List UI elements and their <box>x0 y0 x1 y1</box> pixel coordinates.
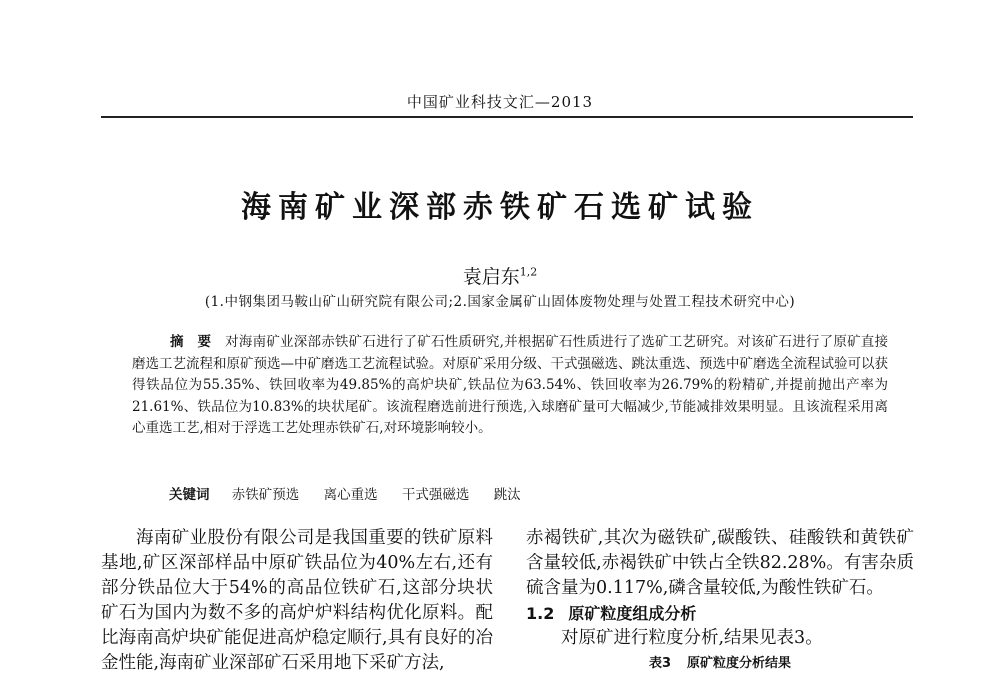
affiliation: (1.中钢集团马鞍山矿山研究院有限公司;2.国家金属矿山固体废物处理与处置工程技术研究中心) <box>204 294 796 310</box>
author-line <box>0 262 1000 289</box>
table-number: 表3 <box>648 656 672 671</box>
section-heading <box>526 601 914 626</box>
table-caption <box>526 651 914 676</box>
header-rule <box>101 116 913 118</box>
abstract-label: 摘 要 <box>170 334 212 350</box>
keywords-label: 关键词 <box>169 487 210 503</box>
keyword: 赤铁矿预选 <box>231 487 300 503</box>
author-superscript: 1,2 <box>519 265 538 279</box>
table-title: 原矿粒度分析结果 <box>687 656 792 671</box>
section-title: 原矿粒度组成分析 <box>568 604 697 623</box>
body-paragraph: 赤褐铁矿,其次为磁铁矿,碳酸铁、硅酸铁和黄铁矿含量较低,赤褐铁矿中铁占全铁82.28%。有害杂质硫含量为0.117%,磷含量较低,为酸性铁矿石。 <box>526 528 914 598</box>
body-column-left <box>101 526 493 676</box>
article-title: 海南矿业深部赤铁矿石选矿试验 <box>241 190 759 225</box>
author-name: 袁启东 <box>462 266 520 288</box>
keyword: 跳汰 <box>493 487 521 503</box>
abstract-text: 对海南矿业深部赤铁矿石进行了矿石性质研究,并根据矿石性质进行了选矿工艺研究。对该矿石进行了原矿直接磨选工艺流程和原矿预选—中矿磨选工艺流程试验。对原矿采用分级、干式强磁选、跳汰重选、预选中矿磨选全流程试验可以获得铁品位为55.35%、铁回收率为49.85%的高炉块矿,铁品位为63.54%、铁回收率为26.79%的粉精矿,并提前抛出产率为21.61%、铁品位为10.83%的块状尾矿。该流程磨选前进行预选,入球磨矿量可大幅减少,节能减排效果明显。且该流程采用离心重选工艺,相对于浮选工艺处理赤铁矿石,对环境影响较小。 <box>132 334 889 436</box>
keyword: 离心重选 <box>323 487 378 503</box>
keyword: 干式强磁选 <box>401 487 470 503</box>
body-paragraph: 海南矿业股份有限公司是我国重要的铁矿原料基地,矿区深部样品中原矿铁品位为40%左右,还有部分铁品位大于54%的高品位铁矿石,这部分块状矿石为国内为数不多的高炉炉料结构优化原料。配比海南高炉块矿能促进高炉稳定顺行,具有良好的冶金性能,海南矿业深部矿石采用地下采矿方法, <box>101 528 493 673</box>
section-number: 1.2 <box>526 604 555 623</box>
body-column-right <box>526 526 914 676</box>
running-header: 中国矿业科技文汇—2013 <box>406 93 594 111</box>
section-text: 对原矿进行粒度分析,结果见表3。 <box>561 628 823 648</box>
keywords-block <box>169 483 541 503</box>
abstract-block <box>132 332 888 440</box>
